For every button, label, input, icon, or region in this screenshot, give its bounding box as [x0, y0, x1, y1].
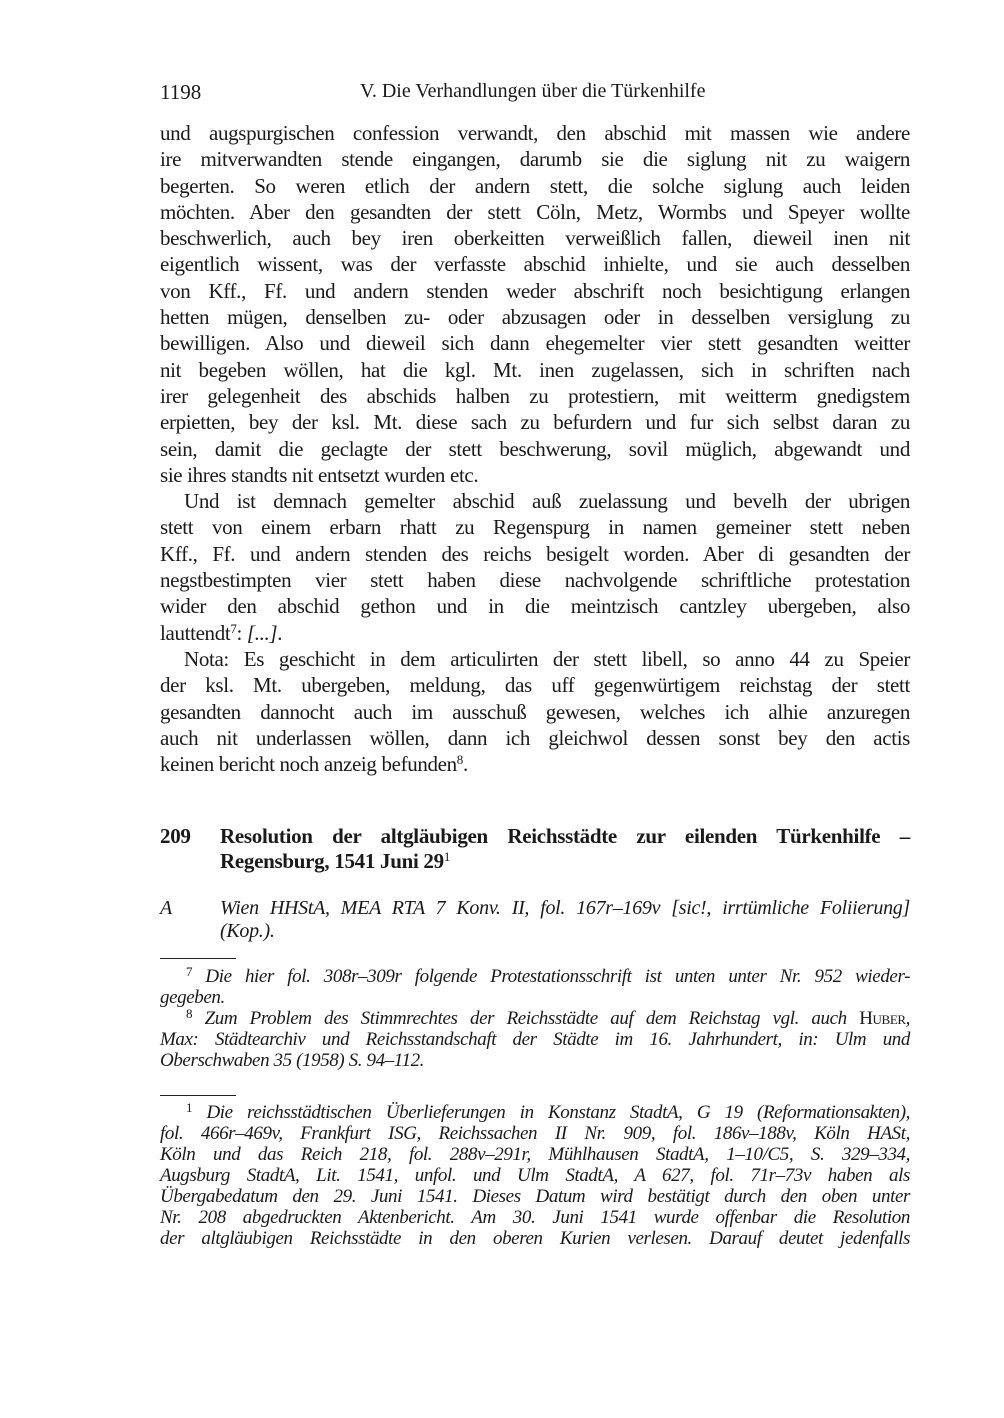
footnote-7	[160, 966, 910, 987]
text-line: negstbestimpten vier stett haben diese nachvolgende schriftliche protestation	[160, 568, 910, 593]
footnote-text: Köln und das Reich 218, fol. 288v–291r, Mühlhausen StadtA, 1–10/C5, S. 329–334,	[160, 1144, 910, 1165]
footnote-8	[160, 1008, 910, 1029]
title-text: Regensburg, 1541 Juni 29	[220, 849, 444, 873]
footnote-number: 1	[186, 1100, 193, 1115]
document-number: 209	[160, 824, 191, 848]
footnote-text: Die hier fol. 308r–309r folgende Protestationsschrift ist unten unter Nr. 952 wieder-	[205, 966, 911, 987]
footnote-text: Oberschwaben 35 (1958) S. 94–112.	[160, 1050, 425, 1071]
text-line: sein, damit die geclagte der stett beschwerung, sovil müglich, abgewandt und	[160, 436, 910, 461]
text-line: auch nit underlassen wöllen, dann ich gleichwol dessen sonst bey den actis	[160, 725, 910, 750]
footnote-ref-8[interactable]: 8	[456, 752, 463, 768]
text-line: bewilligen. Also und dieweil sich dann ehegemelter vier stett gesandten weitter	[160, 331, 910, 356]
text: .	[462, 752, 468, 777]
text-line: von Kff., Ff. und andern stenden weder abschrift noch besichtigung erlangen	[160, 278, 910, 303]
footnote-text: Augsburg StadtA, Lit. 1541, unfol. und Ulm StadtA, A 627, fol. 71r–73v haben als	[160, 1165, 910, 1186]
footnotes-block-a	[160, 966, 910, 1071]
footnote-text: gegeben.	[160, 987, 225, 1008]
footnote-text: fol. 466r–469v, Frankfurt ISG, Reichssachen II Nr. 909, fol. 186v–188v, Köln HASt,	[160, 1123, 910, 1144]
text-line: und augspurgischen confession verwandt, den abschid mit massen wie andere	[160, 121, 910, 145]
paragraph-3	[160, 646, 910, 751]
text-line: gesandten dannocht auch im ausschuß gewesen, welches ich alhie anzuregen	[160, 699, 910, 724]
source-label: A	[160, 897, 172, 919]
text-line: eigentlich wissent, was der verfasste abschid inhielte, und sie auch desselben	[160, 252, 910, 277]
ellipsis: [...]	[246, 620, 278, 645]
text: keinen bericht noch anzeig befunden	[160, 752, 457, 777]
running-title: V. Die Verhandlungen über die Türkenhilfe	[360, 80, 706, 102]
text-line: ire mitverwandten stende eingangen, darumb sie die siglung nit zu waigern	[160, 147, 910, 172]
footnote-rule	[160, 958, 236, 959]
text-line: erpietten, bey der ksl. Mt. diese sach zu befurdern und fur sich selbst daran zu	[160, 410, 910, 435]
main-text	[160, 120, 910, 777]
footnotes-block-b	[160, 1102, 910, 1249]
text: lauttendt	[160, 620, 231, 645]
paragraph-3-last-line	[160, 751, 910, 777]
text-line: hetten mügen, denselben zu- oder abzusagen oder in desselben versiglung zu	[160, 305, 910, 330]
footnote-text	[160, 1102, 910, 1123]
title-line: Resolution der altgläubigen Reichsstädte zur eilenden Türkenhilfe –	[220, 824, 910, 848]
footnote-number: 8	[186, 1006, 193, 1021]
footnote-rule	[160, 1095, 236, 1096]
author-name: Huber	[859, 1008, 906, 1029]
paragraph-1	[160, 120, 910, 488]
text-line: wider den abschid gethon und in die meintzisch cantzley ubergeben, also	[160, 594, 910, 619]
footnote-text: Nr. 208 abgedruckten Aktenbericht. Am 30. Juni 1541 wurde offenbar die Resolution	[160, 1207, 910, 1228]
text-line: möchten. Aber den gesandten der stett Cöln, Metz, Wormbs und Speyer wollte	[160, 199, 910, 224]
title-line	[220, 849, 910, 874]
paragraph-2	[160, 488, 910, 619]
text-line: begerten. So weren etlich der andern stett, die solche siglung auch leiden	[160, 173, 910, 198]
text-line: beschwerlich, auch bey iren oberkeitten verweißlich fallen, dieweil inen nit	[160, 226, 910, 251]
text-line: stett von einem erbarn rhatt zu Regenspurg in namen gemeiner stett neben	[160, 515, 910, 540]
text: :	[236, 620, 247, 645]
page-number: 1198	[160, 80, 202, 104]
text-line: Und ist demnach gemelter abschid auß zuelassung und bevelh der ubrigen	[184, 489, 910, 514]
source-line: Wien HHStA, MEA RTA 7 Konv. II, fol. 167r–169v [sic!, irrtümliche Foliierung]	[220, 897, 910, 919]
footnote-ref-7[interactable]: 7	[230, 620, 237, 636]
source-line: (Kop.).	[220, 920, 275, 942]
footnote-text: Zum Problem des Stimmrechtes der Reichsstädte auf dem Reichstag vgl. auch	[204, 1008, 860, 1029]
text-line: nit begeben wöllen, hat die kgl. Mt. inen zugelassen, sich in schriften nach	[160, 357, 910, 382]
footnote-ref-1[interactable]: 1	[443, 849, 451, 864]
text-line: der ksl. Mt. ubergeben, meldung, das uff gegenwürtigem reichstag der stett	[160, 673, 910, 698]
footnote-text: Übergabedatum den 29. Juni 1541. Dieses Datum wird bestätigt durch den oben unter	[160, 1186, 910, 1207]
text-line: Nota: Es geschicht in dem articulirten der stett libell, so anno 44 zu Speier	[184, 646, 910, 671]
text: .	[277, 620, 283, 645]
text-line: sie ihres standts nit entsetzt wurden etc.	[160, 462, 479, 487]
text-line: Kff., Ff. und andern stenden des reichs besigelt worden. Aber di gesandten der	[160, 541, 910, 566]
footnote-text: der altgläubigen Reichsstädte in den oberen Kurien verlesen. Darauf deutet jedenfalls	[160, 1228, 910, 1249]
text-line: irer gelegenheit des abschids halben zu protestiern, mit weitterm gnedigstem	[160, 383, 910, 408]
footnote-text: Max: Städtearchiv und Reichsstandschaft der Städte im 16. Jahrhundert, in: Ulm und	[160, 1029, 910, 1050]
footnote-text: ,	[905, 1008, 910, 1029]
paragraph-2-last-line	[160, 620, 910, 646]
footnote-number: 7	[186, 964, 193, 979]
footnote-text: Die reichsstädtischen Überlieferungen in Konstanz StadtA, G 19 (Reformationsakten),	[206, 1102, 910, 1123]
